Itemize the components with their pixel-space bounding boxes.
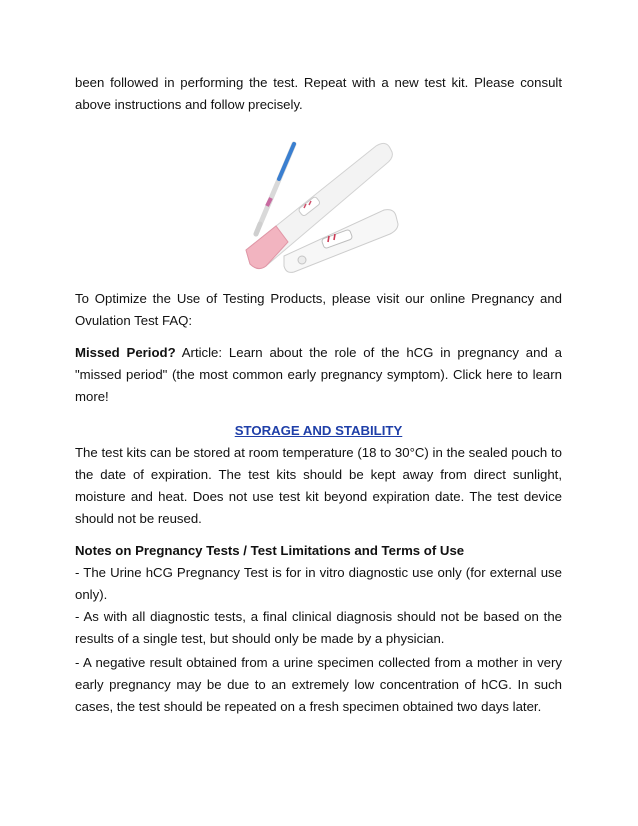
pregnancy-test-kit-photo <box>236 138 400 274</box>
notes-section <box>75 540 562 718</box>
missed-period-label: Missed Period? <box>75 345 176 360</box>
intro-paragraph: been followed in performing the test. Repeat with a new test kit. Please consult above instructions and follow precisely. <box>75 75 562 112</box>
storage-section <box>75 420 562 530</box>
missed-period-text: Article: Learn about the role of the hCG in pregnancy and a "missed period" (the most common early pregnancy symptom). Click here to learn more! <box>75 345 562 404</box>
missed-period-paragraph <box>75 342 562 408</box>
storage-paragraph: The test kits can be stored at room temperature (18 to 30°C) in the sealed pouch to the date of expiration. The test kits should be kept away from direct sunlight, moisture and heat. Does not use test kit beyond expiration date. The test device should not be reused. <box>75 445 562 526</box>
notes-title: Notes on Pregnancy Tests / Test Limitations and Terms of Use <box>75 543 465 558</box>
storage-heading-link[interactable]: STORAGE AND STABILITY <box>234 423 403 438</box>
notes-item: - A negative result obtained from a urine specimen collected from a mother in very early pregnancy may be due to an extremely low concentration of hCG. In such cases, the test should be repeated on a fresh specimen obtained two days later. <box>75 655 562 714</box>
optimize-paragraph: To Optimize the Use of Testing Products, please visit our online Pregnancy and Ovulation Test FAQ: <box>75 291 562 328</box>
storage-heading <box>75 420 562 442</box>
notes-item: - The Urine hCG Pregnancy Test is for in vitro diagnostic use only (for external use only). <box>75 565 562 602</box>
notes-item: - As with all diagnostic tests, a final clinical diagnosis should not be based on the results of a single test, but should only be made by a physician. <box>75 609 562 646</box>
